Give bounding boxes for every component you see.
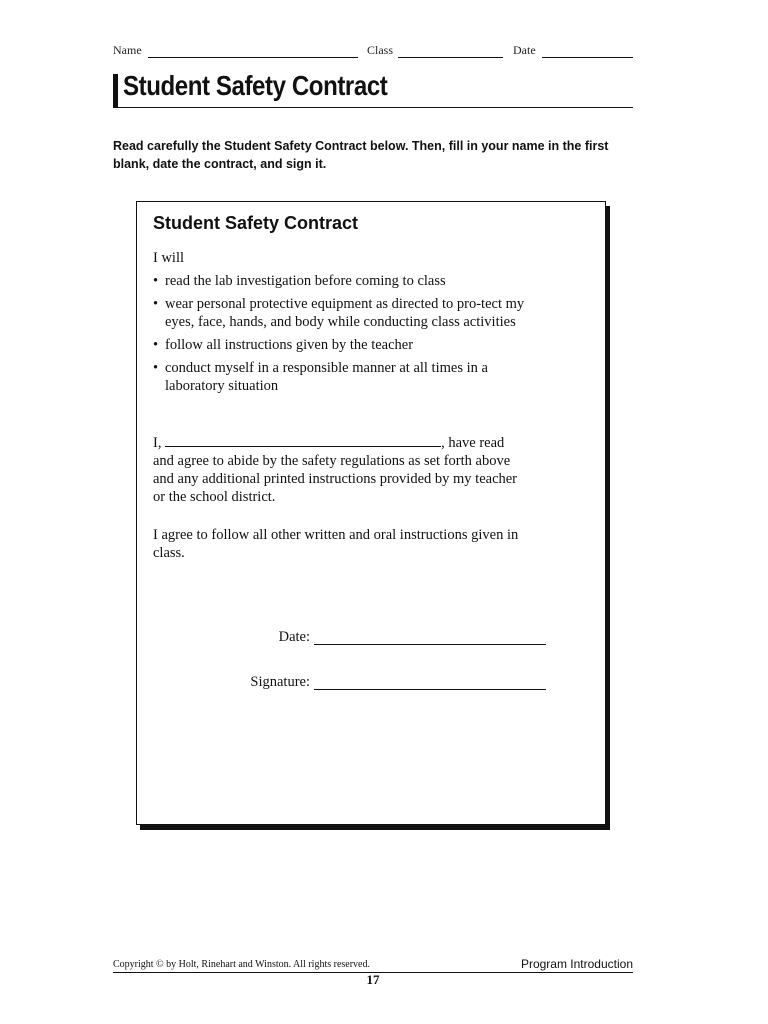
page-number: 17 [366,972,380,987]
date-label: Date [513,43,536,57]
student-name-blank[interactable] [165,434,441,447]
list-item: • conduct myself in a responsible manner at all times in a laboratory situation [153,360,488,394]
instructions: Read carefully the Student Safety Contract below. Then, fill in your name in the first blank, date the contract, and sign it. [113,139,609,171]
date-field[interactable] [542,56,633,58]
contract-bullet-list [153,272,533,400]
page-title: Student Safety Contract [123,70,388,101]
contract-date-label: Date: [278,629,310,645]
contract-date-field[interactable] [314,643,546,645]
list-item: • wear personal protective equipment as directed to pro-tect my eyes, face, hands, and body while conducting class activities [153,296,525,330]
class-field[interactable] [398,56,503,58]
signature-field[interactable] [314,688,546,690]
contract-title: Student Safety Contract [153,213,359,233]
agreement-paragraph: I, , have read and agree to abide by the safety regulations as set forth above and any additional printed instructions provided by my teacher or the school district. [153,435,518,505]
list-item: • read the lab investigation before coming to class [153,273,446,289]
class-label: Class [367,43,394,57]
section-label: Program Introduction [520,957,633,971]
title-accent-bar [113,74,118,108]
copyright-notice: Copyright © by Holt, Rinehart and Winston. All rights reserved. [113,959,370,970]
signature-label: Signature: [250,674,310,690]
name-label: Name [113,43,142,57]
contract-intro: I will [153,250,185,266]
list-item: • follow all instructions given by the teacher [153,337,414,353]
closing-paragraph: I agree to follow all other written and oral instructions given in class. [153,527,519,561]
title-rule [118,107,633,108]
name-field[interactable] [148,56,358,58]
